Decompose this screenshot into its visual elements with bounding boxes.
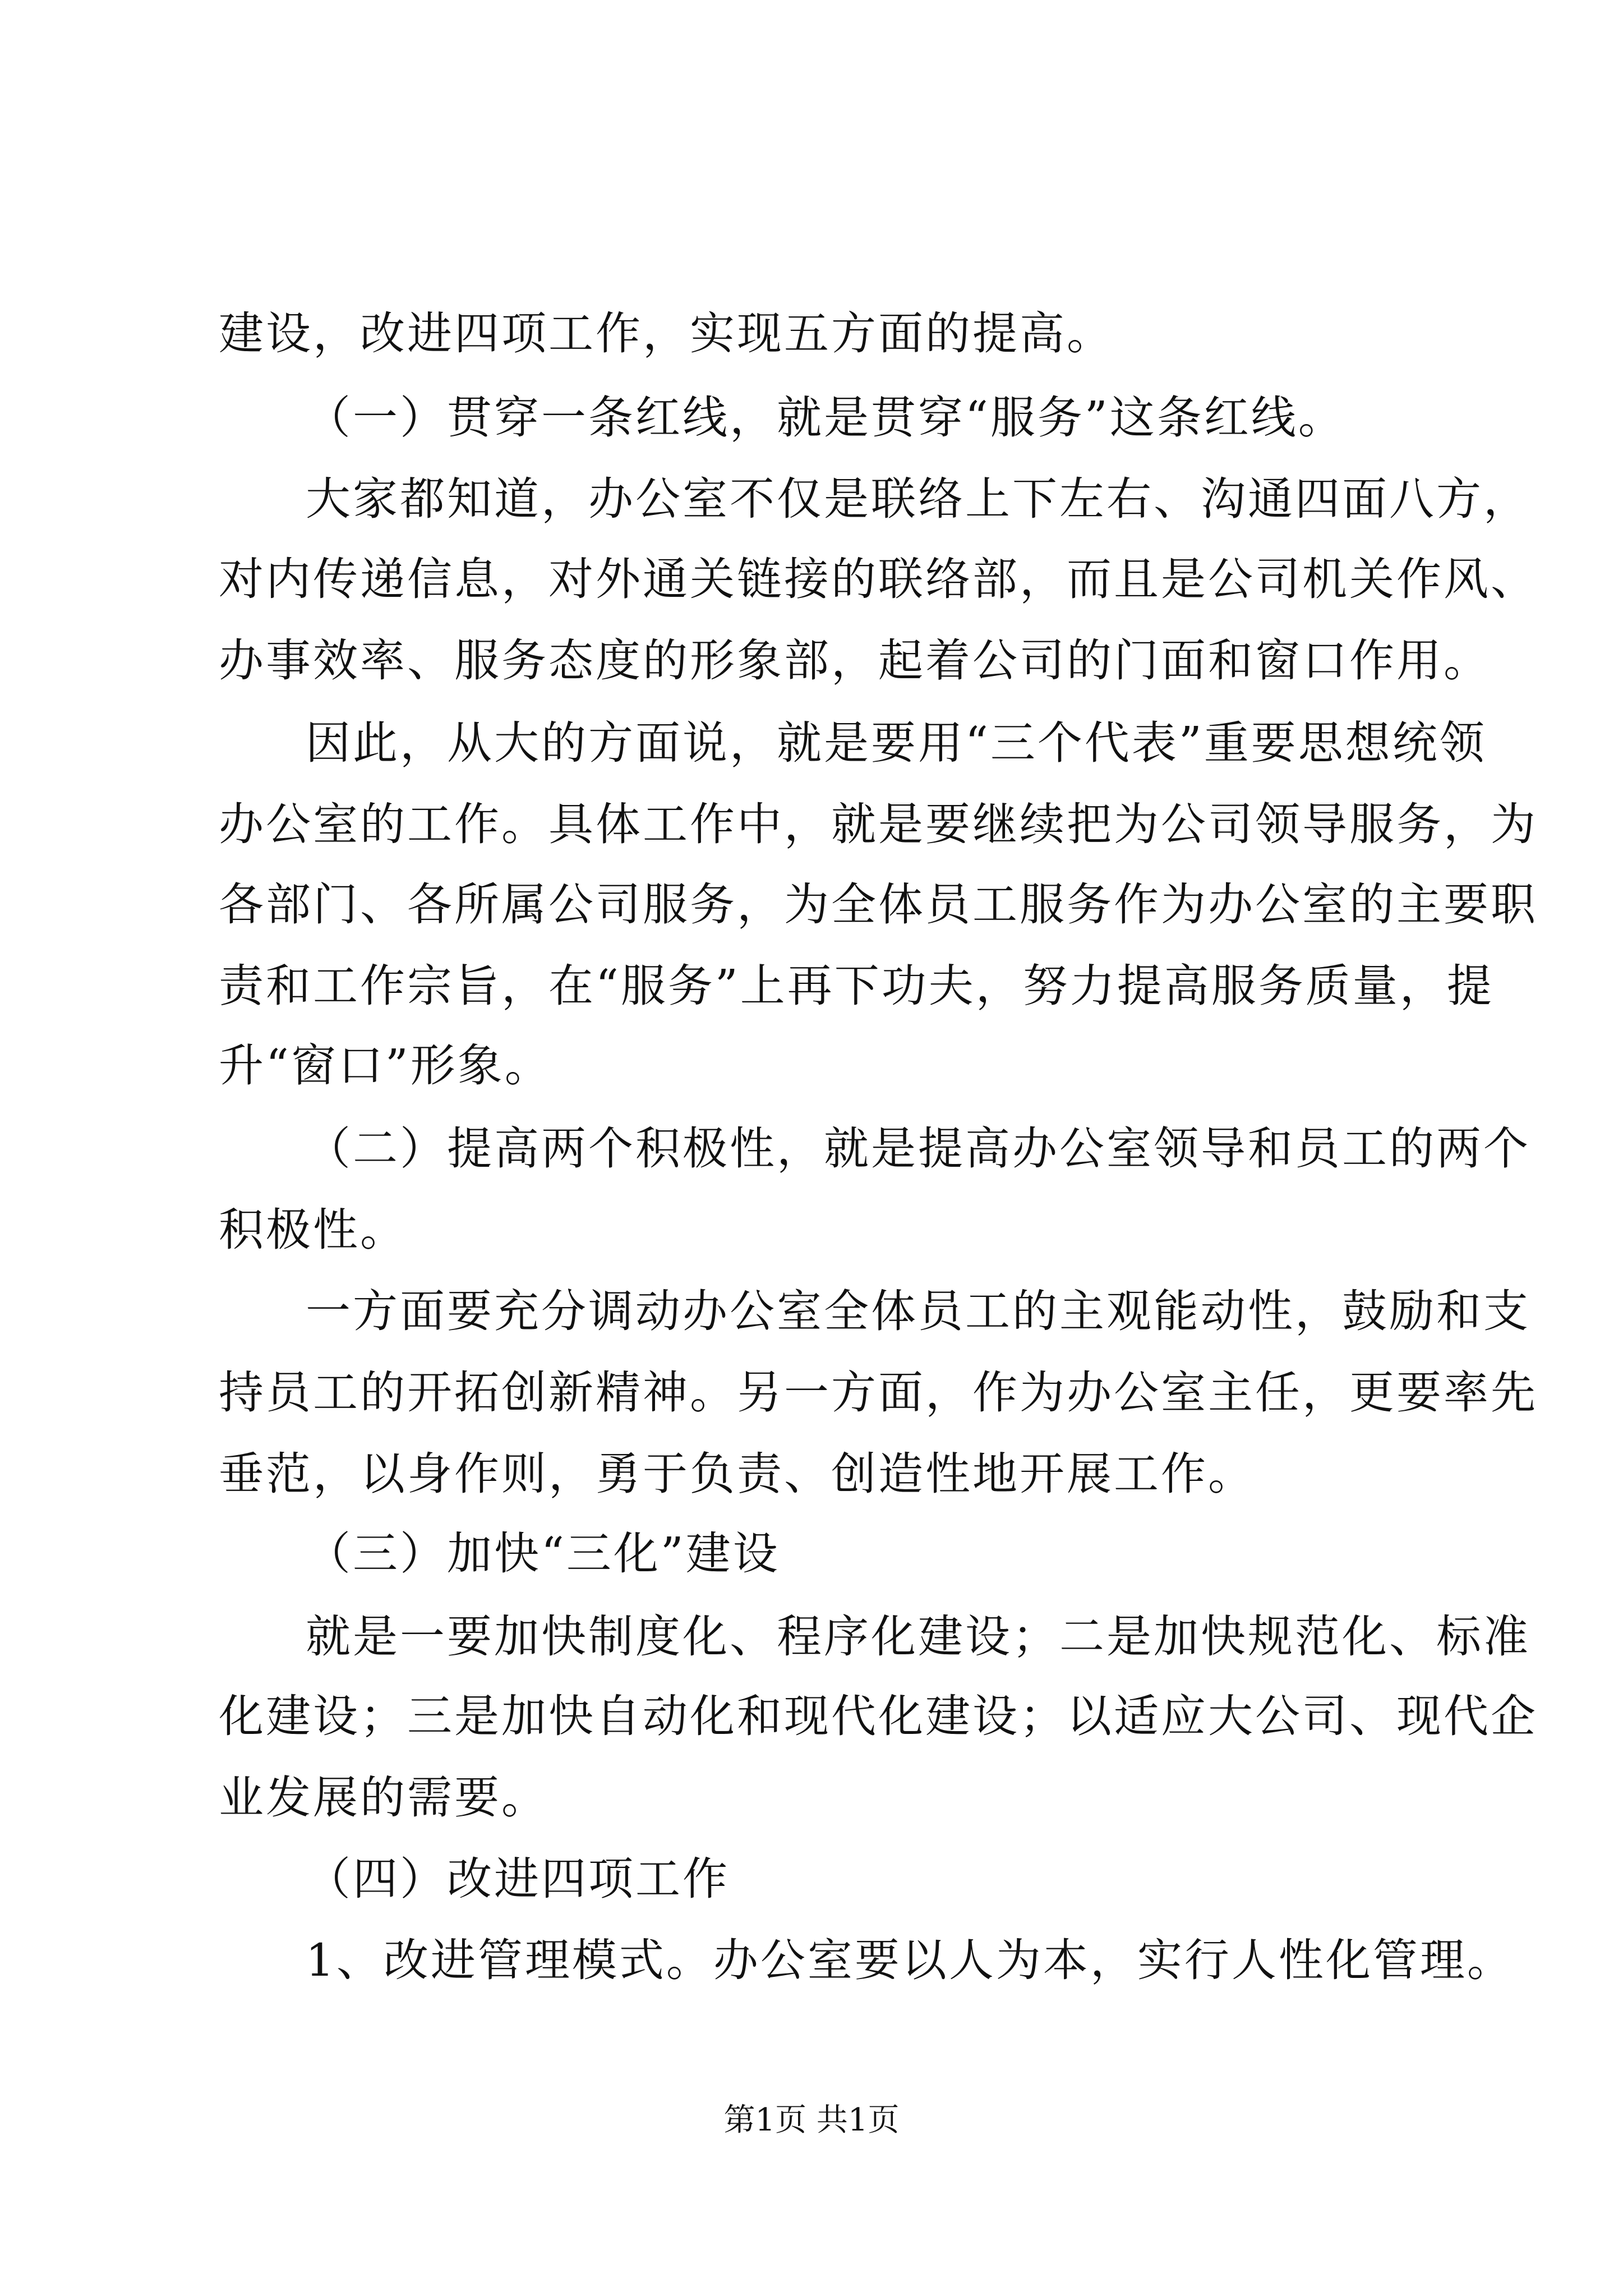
- text-line: 对内传递信息，对外通关链接的联络部，而且是公司机关作风、: [219, 553, 1538, 605]
- text-line: 大家都知道，办公室不仅是联络上下左右、沟通四面八方，: [306, 473, 1530, 525]
- text-line: 持员工的开拓创新精神。另一方面，作为办公室主任，更要率先: [219, 1366, 1538, 1419]
- text-line: 化建设；三是加快自动化和现代化建设；以适应大公司、现代企: [219, 1690, 1538, 1742]
- text-line: 就是一要加快制度化、程序化建设；二是加快规范化、标准: [306, 1611, 1530, 1663]
- text-line: 各部门、各所属公司服务，为全体员工服务作为办公室的主要职: [219, 878, 1538, 931]
- text-line: 办事效率、服务态度的形象部，起着公司的门面和窗口作用。: [219, 634, 1491, 687]
- text-line: 业发展的需要。: [219, 1772, 548, 1824]
- text-line: 责和工作宗旨，在“服务”上再下功夫，努力提高服务质量，提: [219, 960, 1494, 1012]
- text-line: 1、改进管理模式。办公室要以人为本，实行人性化管理。: [306, 1934, 1514, 1986]
- text-line: （三）加快“三化”建设: [306, 1527, 780, 1580]
- page-footer: 第1页 共1页: [723, 2102, 900, 2138]
- text-line: 办公室的工作。具体工作中，就是要继续把为公司领导服务，为: [219, 798, 1538, 850]
- text-line: 垂范，以身作则，勇于负责、创造性地开展工作。: [219, 1448, 1255, 1500]
- text-line: 积极性。: [219, 1204, 407, 1256]
- text-line: 一方面要充分调动办公室全体员工的主观能动性，鼓励和支: [306, 1285, 1530, 1337]
- text-line: 升“窗口”形象。: [219, 1039, 552, 1092]
- text-line: （一）贯穿一条红线，就是贯穿“服务”这条红线。: [306, 392, 1345, 444]
- text-line: 建设，改进四项工作，实现五方面的提高。: [219, 307, 1114, 360]
- text-line: 因此，从大的方面说，就是要用“三个代表”重要思想统领: [306, 717, 1487, 769]
- text-line: （四）改进四项工作: [306, 1853, 730, 1905]
- text-line: （二）提高两个积极性，就是提高办公室领导和员工的两个: [306, 1122, 1530, 1175]
